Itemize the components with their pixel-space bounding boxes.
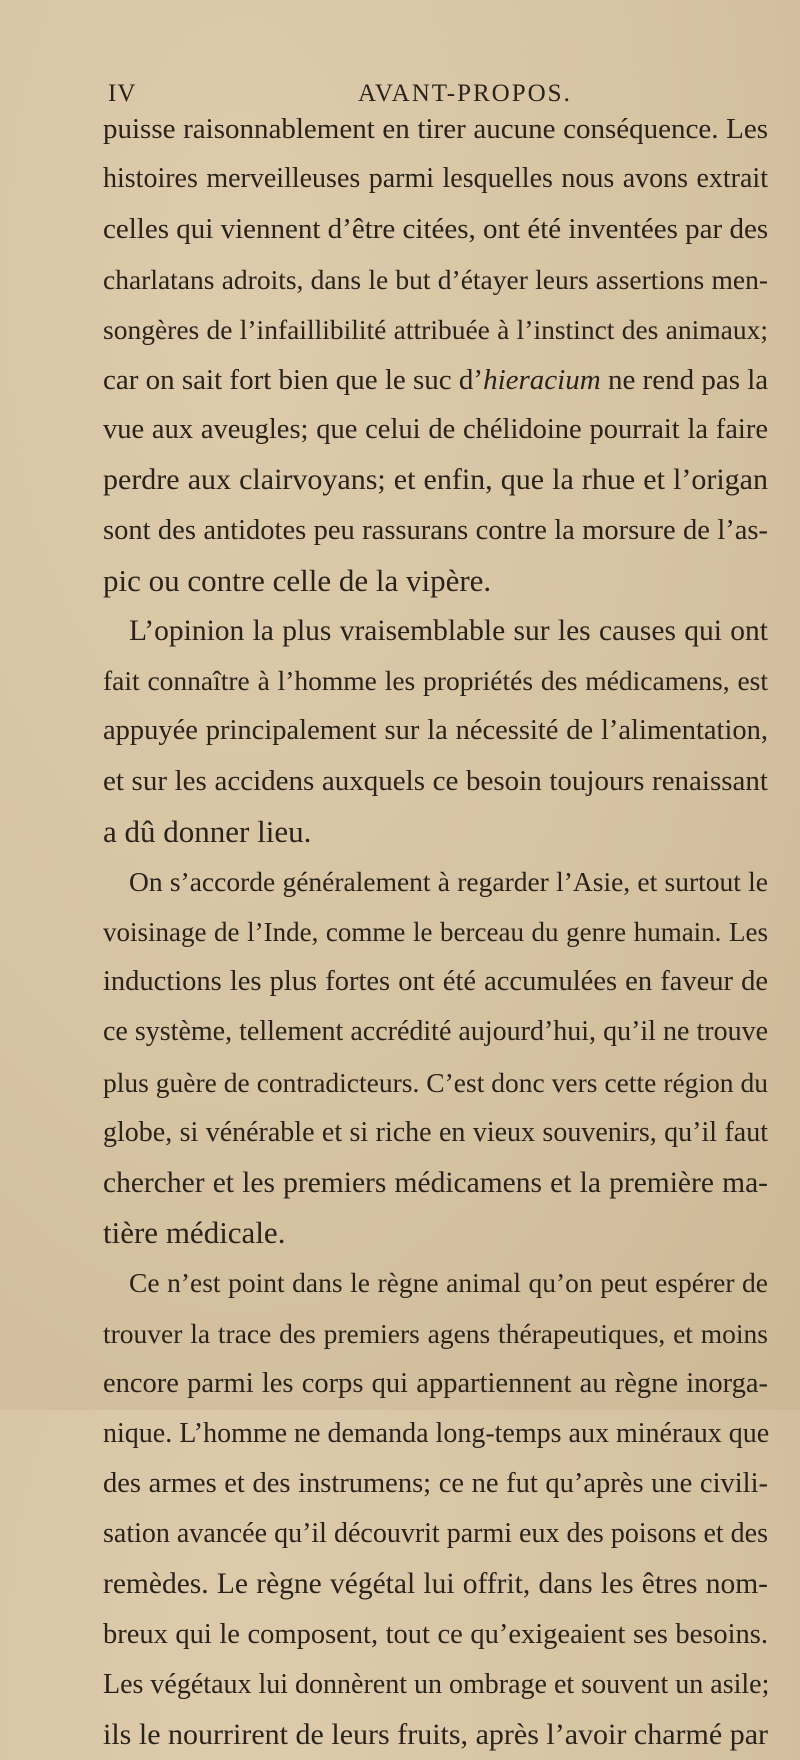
text-line: Les végétaux lui donnèrent un ombrage et souvent un asile; [103, 1668, 770, 1700]
text-line: ils le nourrirent de leurs fruits, après l’avoir charmé par [103, 1718, 768, 1751]
text-line: et sur les accidens auxquels ce besoin toujours renaissant [103, 765, 768, 798]
text-line: perdre aux clairvoyans; et enfin, que la rhue et l’origan [103, 463, 768, 497]
text-line: inductions les plus fortes ont été accumulées en faveur de [103, 966, 768, 998]
text-line: fait connaître à l’homme les propriétés des médicamens, est [103, 665, 768, 697]
text-line: pic ou contre celle de la vipère. [103, 562, 492, 598]
running-title: AVANT-PROPOS. [358, 80, 572, 107]
text-line [103, 355, 768, 405]
text-line: globe, si vénérable et si riche en vieux souvenirs, qu’il faut [103, 1116, 768, 1148]
text-line: songères de l’infaillibilité attribuée à l’instinct des animaux; [103, 313, 768, 345]
text-line: appuyée principalement sur la nécessité de l’alimentation, [103, 715, 768, 747]
text-line: charlatans adroits, dans le but d’étayer leurs assertions men- [103, 263, 768, 295]
text-line: voisinage de l’Inde, comme le berceau du genre humain. Les [103, 917, 768, 947]
text-line: remèdes. Le règne végétal lui offrit, dans les êtres nom- [103, 1568, 768, 1601]
text-line: nique. L’homme ne demanda long-temps aux minéraux que [103, 1417, 770, 1449]
text-segment: car on sait fort bien que le suc d’ [103, 363, 484, 396]
text-line: chercher et les premiers médicamens et la première ma- [103, 1166, 768, 1199]
text-line: Ce n’est point dans le règne animal qu’on peut espérer de [129, 1267, 768, 1299]
text-line: vue aux aveugles; que celui de chélidoine pourrait la faire [103, 414, 768, 446]
text-line: a dû donner lieu. [103, 813, 312, 849]
text-line: histoires merveilleuses parmi lesquelles nous avons extrait [103, 163, 768, 195]
text-line: sont des antidotes peu rassurans contre la morsure de l’as- [103, 514, 768, 546]
text-line: encore parmi les corps qui appartiennent au règne inorga- [103, 1367, 768, 1399]
text-segment: ne rend pas la [600, 363, 769, 396]
body-text [103, 104, 768, 1760]
text-line: On s’accorde généralement à regarder l’Asie, et surtout le [129, 865, 768, 897]
text-line: breux qui le composent, tout ce qu’exigeaient ses besoins. [103, 1618, 768, 1650]
text-line: trouver la trace des premiers agens thérapeutiques, et moins [103, 1317, 768, 1349]
text-line: L’opinion la plus vraisemblable sur les causes qui ont [129, 614, 768, 647]
text-line: sation avancée qu’il découvrit parmi eux des poisons et des [103, 1518, 768, 1550]
text-line: celles qui viennent d’être citées, ont été inventées par des [103, 213, 769, 246]
text-line: plus guère de contradicteurs. C’est donc vers cette région du [103, 1066, 768, 1098]
text-line: ce système, tellement accrédité aujourd’hui, qu’il ne trouve [103, 1016, 768, 1048]
text-line: puisse raisonnablement en tirer aucune conséquence. Les [103, 113, 768, 145]
text-line: tière médicale. [103, 1215, 286, 1251]
text-line: des armes et des instrumens; ce ne fut qu’après une civili- [103, 1468, 768, 1500]
page-number: IV [108, 80, 137, 107]
italic-term: hieracium [483, 363, 601, 396]
